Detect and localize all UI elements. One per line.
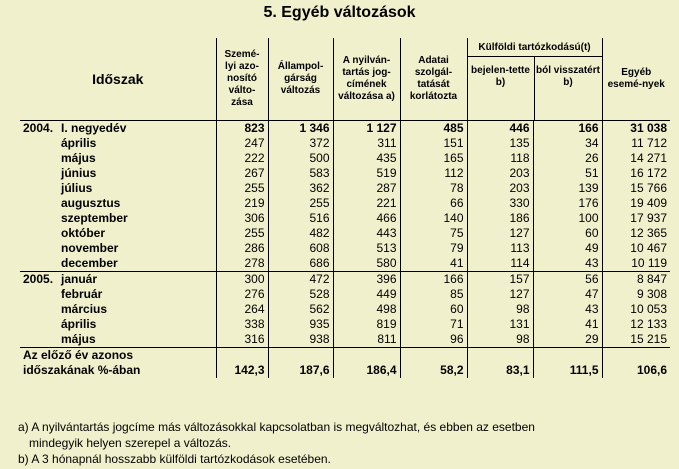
row-period: október <box>61 226 106 240</box>
table-row <box>20 166 670 181</box>
header-citizenship: Állampol-gárság változás <box>268 38 333 121</box>
cell-value: 151 <box>400 136 467 151</box>
row-period: június <box>61 166 97 180</box>
table-row <box>20 302 670 317</box>
cell-value: 79 <box>400 241 467 256</box>
cell-value: 100 <box>533 211 602 226</box>
cell-value: 562 <box>268 302 333 317</box>
cell-value: 157 <box>467 272 533 288</box>
page-title: 5. Egyéb változások <box>263 4 416 21</box>
cell-value: 127 <box>467 287 533 302</box>
cell-value: 482 <box>268 226 333 241</box>
cell-value: 330 <box>467 196 533 211</box>
cell-value: 51 <box>533 166 602 181</box>
cell-value: 135 <box>467 136 533 151</box>
cell-value: 60 <box>533 226 602 241</box>
row-label <box>20 211 216 226</box>
cell-value: 118 <box>467 151 533 166</box>
row-period: január <box>61 272 98 286</box>
cell-value: 513 <box>333 241 400 256</box>
table-row <box>20 226 670 241</box>
row-label <box>20 151 216 166</box>
row-period: február <box>61 287 103 301</box>
header-period: Időszak <box>20 38 216 121</box>
cell-value: 485 <box>400 121 467 137</box>
cell-value: 276 <box>216 287 268 302</box>
row-period: december <box>61 256 118 270</box>
cell-value: 498 <box>333 302 400 317</box>
cell-value: 166 <box>400 272 467 288</box>
summary-label <box>20 348 216 379</box>
cell-value: 255 <box>268 196 333 211</box>
cell-value: 34 <box>533 136 602 151</box>
cell-value: 811 <box>333 332 400 348</box>
cell-value: 10 053 <box>630 302 667 316</box>
header-row <box>20 38 670 121</box>
cell-value: 186 <box>467 211 533 226</box>
summary-label-line2: időszakának %-ában <box>23 363 141 377</box>
summary-value: 58,2 <box>400 348 467 379</box>
cell-value: 10 467 <box>630 241 667 255</box>
cell-value: 16 172 <box>630 166 667 180</box>
cell-value: 60 <box>400 302 467 317</box>
cell-value: 43 <box>533 302 602 317</box>
summary-value: 142,3 <box>216 348 268 379</box>
row-label <box>20 181 216 196</box>
footnotes <box>18 419 535 467</box>
footnote-a-cont: mindegyik helyen szerepel a változás. <box>29 436 232 450</box>
table-row <box>20 121 670 137</box>
cell-value: 131 <box>467 317 533 332</box>
cell-value: 823 <box>216 121 268 137</box>
cell-value: 139 <box>533 181 602 196</box>
cell-value: 686 <box>268 256 333 272</box>
cell-value: 472 <box>268 272 333 288</box>
cell-value: 165 <box>400 151 467 166</box>
table-row <box>20 241 670 256</box>
cell-value: 267 <box>216 166 268 181</box>
row-label <box>20 136 216 151</box>
row-period: május <box>61 332 96 346</box>
row-label <box>20 226 216 241</box>
row-period: szeptember <box>61 211 128 225</box>
cell-value: 41 <box>400 256 467 272</box>
cell-value: 11 712 <box>631 136 667 150</box>
cell-value: 316 <box>216 332 268 348</box>
header-abroad-label: Külföldi tartózkodású(t) <box>468 38 602 57</box>
cell-value: 71 <box>400 317 467 332</box>
cell-value: 247 <box>216 136 268 151</box>
cell-value: 203 <box>467 181 533 196</box>
cell-value: 112 <box>400 166 467 181</box>
cell-value: 449 <box>333 287 400 302</box>
cell-value: 372 <box>268 136 333 151</box>
summary-label-line1: Az előző év azonos <box>23 348 134 362</box>
header-abroad-group <box>467 38 602 121</box>
cell-value: 396 <box>333 272 400 288</box>
summary-value: 111,5 <box>533 348 602 379</box>
cell-value: 98 <box>467 302 533 317</box>
table-row <box>20 256 670 272</box>
summary-value: 106,6 <box>602 348 670 379</box>
cell-value: 338 <box>216 317 268 332</box>
cell-value: 8 847 <box>602 272 670 288</box>
summary-row <box>20 348 670 379</box>
cell-value: 113 <box>467 241 533 256</box>
summary-value: 186,4 <box>333 348 400 379</box>
row-period: május <box>61 151 96 165</box>
cell-value: 443 <box>333 226 400 241</box>
table-row <box>20 181 670 196</box>
cell-value: 255 <box>216 226 268 241</box>
cell-value: 819 <box>333 317 400 332</box>
table-row <box>20 272 670 288</box>
cell-value: 78 <box>400 181 467 196</box>
data-table <box>20 38 670 378</box>
cell-value: 10 119 <box>631 256 667 270</box>
cell-value: 29 <box>533 332 602 348</box>
cell-value: 41 <box>533 317 602 332</box>
row-label <box>20 166 216 181</box>
row-period: április <box>61 136 97 150</box>
row-label <box>20 332 216 348</box>
row-period: július <box>61 181 93 195</box>
header-id-change: Szemé-lyi azo-nosító válto-zása <box>216 38 268 121</box>
cell-value: 49 <box>533 241 602 256</box>
cell-value: 17 937 <box>630 211 667 225</box>
header-data-restriction: Adatai szolgál-tatását korlátozta <box>400 38 467 121</box>
cell-value: 176 <box>533 196 602 211</box>
cell-value: 466 <box>333 211 400 226</box>
cell-value: 938 <box>268 332 333 348</box>
cell-value: 96 <box>400 332 467 348</box>
cell-value: 9 308 <box>636 287 667 301</box>
header-abroad-returned: ból visszatért b) <box>536 65 600 88</box>
row-label <box>20 317 216 332</box>
cell-value: 56 <box>533 272 602 288</box>
row-label <box>20 272 216 288</box>
cell-value: 19 409 <box>630 196 667 210</box>
cell-value: 14 271 <box>630 151 667 165</box>
table-row <box>20 151 670 166</box>
cell-value: 300 <box>216 272 268 288</box>
cell-value: 435 <box>333 151 400 166</box>
cell-value: 287 <box>333 181 400 196</box>
cell-value: 446 <box>467 121 533 137</box>
cell-value: 362 <box>268 181 333 196</box>
row-year: 2005. <box>23 272 54 286</box>
cell-value: 85 <box>400 287 467 302</box>
cell-value: 43 <box>533 256 602 272</box>
row-year: 2004. <box>23 121 54 135</box>
cell-value: 528 <box>268 287 333 302</box>
cell-value: 255 <box>216 181 268 196</box>
cell-value: 26 <box>533 151 602 166</box>
summary-value: 83,1 <box>467 348 533 379</box>
cell-value: 12 365 <box>630 226 667 240</box>
footnote-b: b) A 3 hónapnál hosszabb külföldi tartózkodások esetében. <box>18 452 331 466</box>
cell-value: 1 127 <box>333 121 400 137</box>
header-registration-title: A nyilván-tartás jog-címének változása a) <box>333 38 400 121</box>
table-row <box>20 211 670 226</box>
cell-value: 31 038 <box>602 121 670 137</box>
cell-value: 935 <box>268 317 333 332</box>
cell-value: 66 <box>400 196 467 211</box>
row-label <box>20 302 216 317</box>
row-period: november <box>61 241 119 255</box>
row-label <box>20 241 216 256</box>
row-label <box>20 196 216 211</box>
cell-value: 306 <box>216 211 268 226</box>
cell-value: 12 133 <box>630 317 667 331</box>
cell-value: 15 766 <box>630 181 667 195</box>
table-row <box>20 196 670 211</box>
row-label <box>20 287 216 302</box>
row-label <box>20 121 216 137</box>
cell-value: 583 <box>268 166 333 181</box>
table-row <box>20 136 670 151</box>
cell-value: 219 <box>216 196 268 211</box>
cell-value: 114 <box>467 256 533 272</box>
header-other-events: Egyéb esemé-nyek <box>607 67 665 90</box>
cell-value: 500 <box>268 151 333 166</box>
cell-value: 311 <box>333 136 400 151</box>
cell-value: 221 <box>333 196 400 211</box>
summary-value: 187,6 <box>268 348 333 379</box>
cell-value: 608 <box>268 241 333 256</box>
cell-value: 1 346 <box>268 121 333 137</box>
row-period: augusztus <box>61 196 121 210</box>
cell-value: 516 <box>268 211 333 226</box>
row-period: április <box>61 317 97 331</box>
cell-value: 140 <box>400 211 467 226</box>
cell-value: 278 <box>216 256 268 272</box>
row-period: március <box>61 302 108 316</box>
cell-value: 47 <box>533 287 602 302</box>
cell-value: 127 <box>467 226 533 241</box>
footnote-a: a) A nyilvántartás jogcíme más változásokkal kapcsolatban is megváltozhat, és ebben az esetben <box>18 420 535 434</box>
cell-value: 580 <box>333 256 400 272</box>
cell-value: 75 <box>400 226 467 241</box>
table-row <box>20 287 670 302</box>
cell-value: 264 <box>216 302 268 317</box>
table-row <box>20 317 670 332</box>
row-period: I. negyedév <box>61 121 127 135</box>
cell-value: 98 <box>467 332 533 348</box>
cell-value: 222 <box>216 151 268 166</box>
cell-value: 519 <box>333 166 400 181</box>
cell-value: 203 <box>467 166 533 181</box>
row-label <box>20 256 216 272</box>
cell-value: 286 <box>216 241 268 256</box>
header-abroad-registered: bejelen-tette b) <box>468 57 535 120</box>
cell-value: 15 215 <box>630 332 667 346</box>
cell-value: 166 <box>533 121 602 137</box>
table-row <box>20 332 670 348</box>
